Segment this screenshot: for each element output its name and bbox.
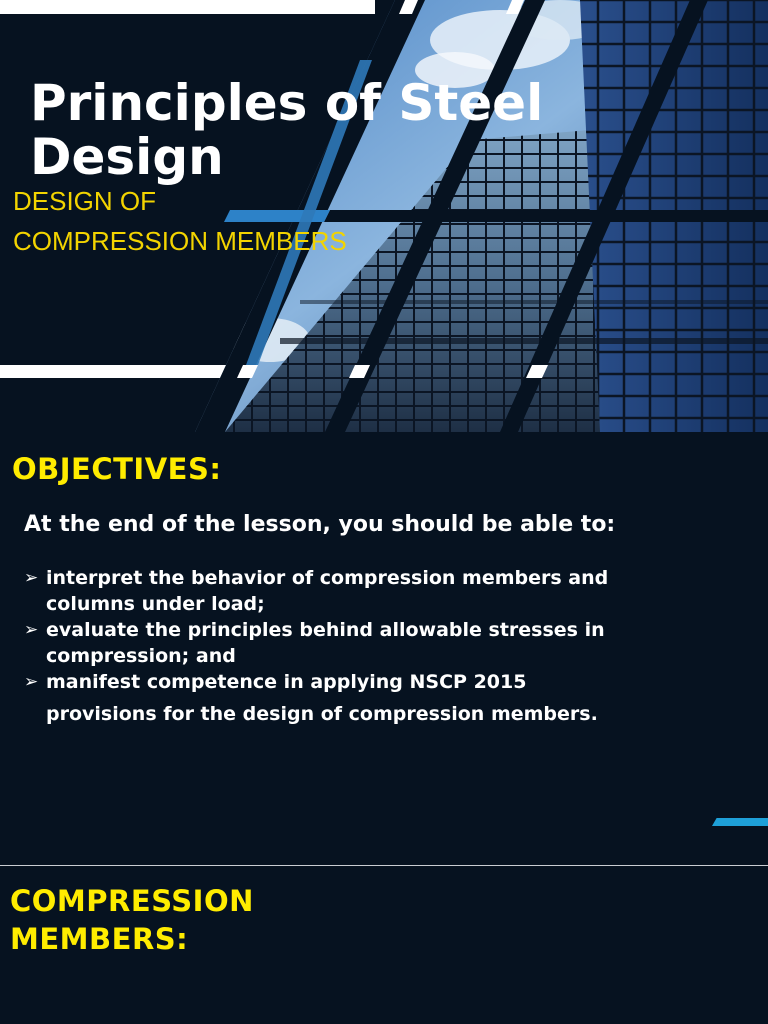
arrow-bullet-icon: ➢ — [24, 620, 39, 640]
objective-text-line-2: provisions for the design of compression members. — [46, 703, 598, 725]
objective-text-line-2: columns under load; — [46, 593, 265, 615]
objectives-intro: At the end of the lesson, you should be able to: — [24, 512, 616, 537]
heading-line-2: MEMBERS: — [10, 922, 189, 956]
objective-text-line-1: interpret the behavior of compression members and — [46, 567, 609, 589]
building-photo-collage — [0, 0, 768, 432]
subtitle-line-2: COMPRESSION MEMBERS — [13, 226, 347, 256]
heading-line-1: COMPRESSION — [10, 884, 254, 918]
objective-text-line-2: compression; and — [46, 645, 236, 667]
slide-title: Principles of Steel Design — [30, 74, 544, 186]
arrow-bullet-icon: ➢ — [24, 672, 39, 692]
objective-item — [24, 565, 744, 617]
slide-compression-members — [0, 866, 768, 1024]
objective-text-line-1: evaluate the principles behind allowable stresses in — [46, 619, 605, 641]
objectives-heading: OBJECTIVES: — [12, 452, 222, 486]
objective-text-line-1: manifest competence in applying NSCP 2015 — [46, 671, 527, 693]
objective-item — [24, 669, 744, 727]
objectives-list — [24, 565, 744, 727]
subtitle-line-1: DESIGN OF — [13, 186, 157, 216]
compression-members-heading — [10, 882, 254, 958]
objective-item — [24, 617, 744, 669]
arrow-bullet-icon: ➢ — [24, 568, 39, 588]
accent-bar — [712, 818, 768, 826]
